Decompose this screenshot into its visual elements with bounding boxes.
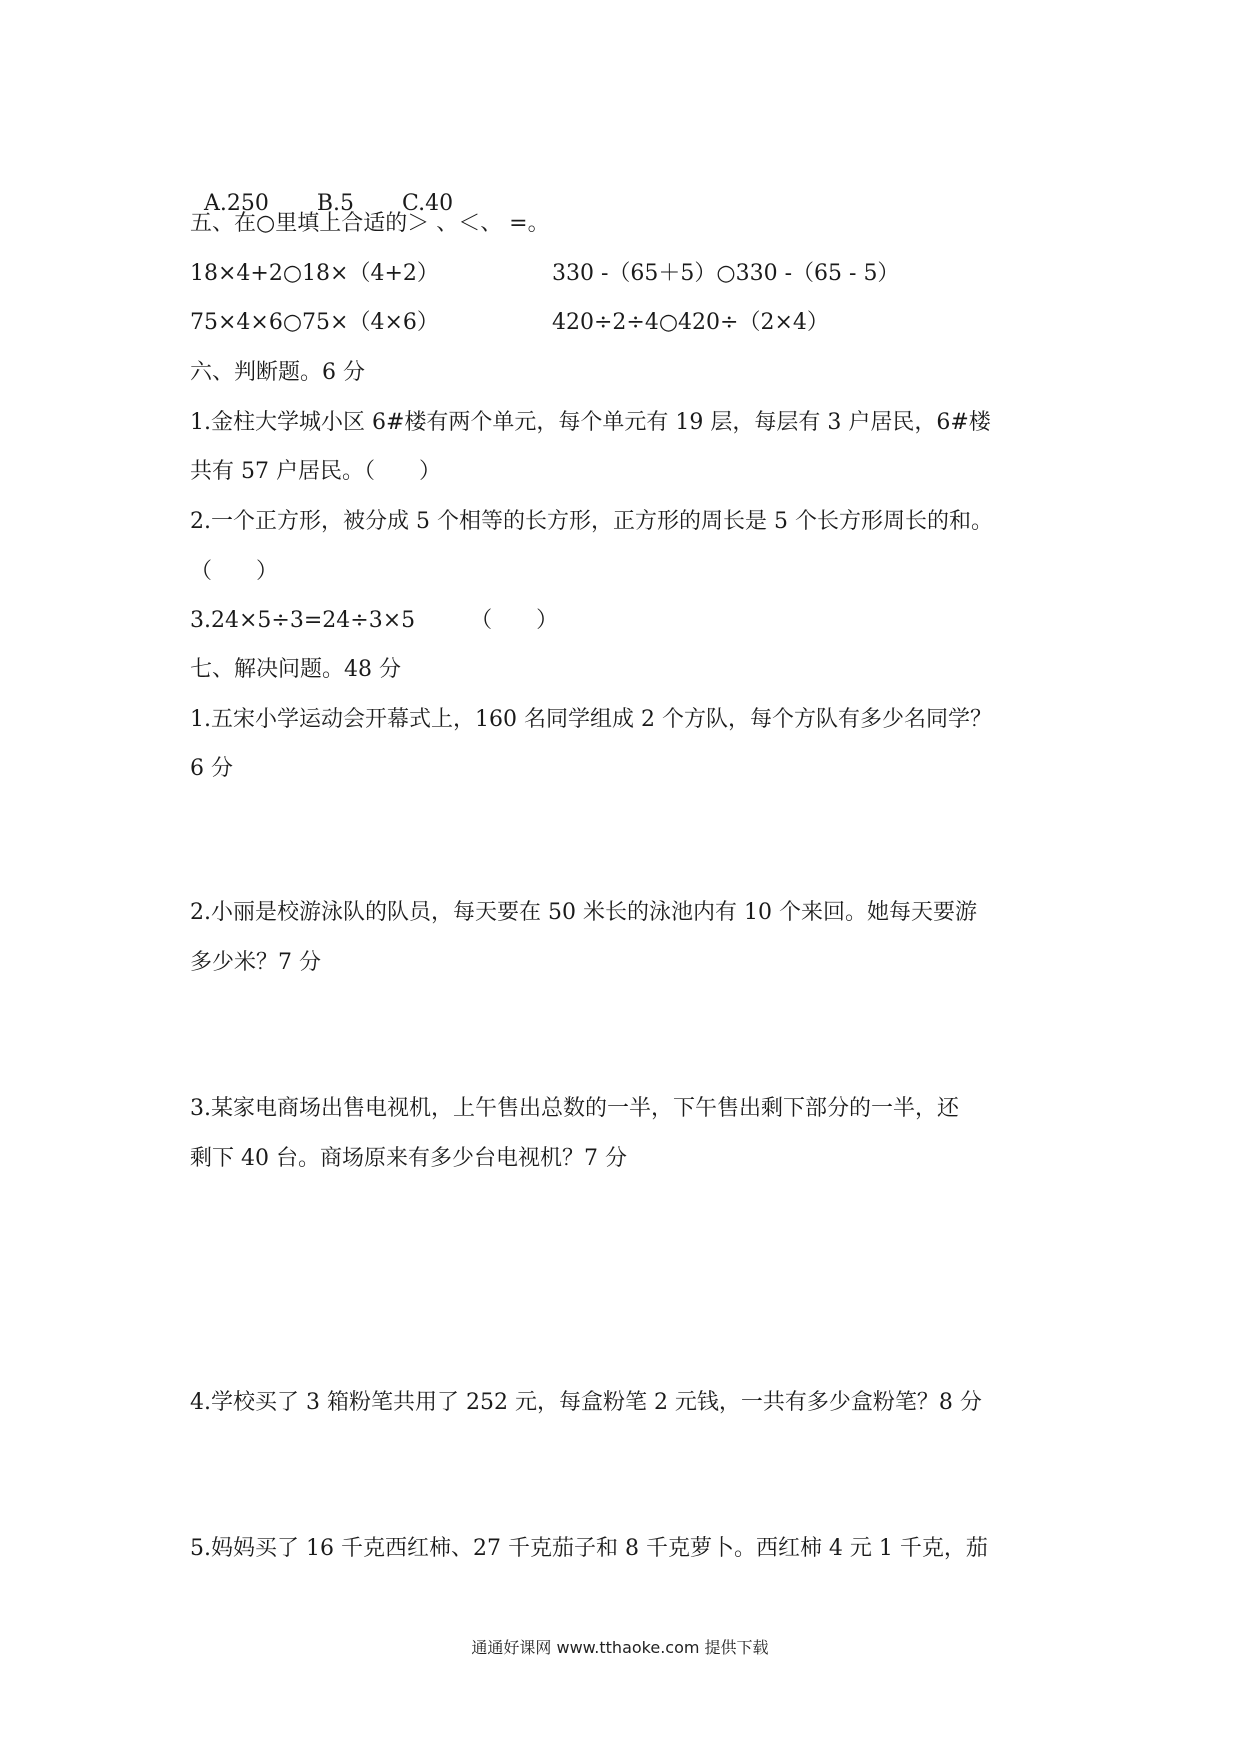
problem-q1-line1: 1.五宋小学运动会开幕式上，160 名同学组成 2 个方队，每个方队有多少名同学？ xyxy=(190,707,992,732)
section7-heading: 七、解决问题。48 分 xyxy=(190,657,401,682)
choice-b: B.5 xyxy=(316,191,355,216)
compare-row1-right: 330 -（65＋5）○330 -（65 - 5） xyxy=(552,261,900,286)
judge-q3: 3.24×5÷3=24÷3×5 （ ） xyxy=(190,608,559,633)
compare-row1-left: 18×4+2○18×（4+2） xyxy=(190,261,439,286)
problem-q2-line1: 2.小丽是校游泳队的队员，每天要在 50 米长的泳池内有 10 个来回。她每天要游 xyxy=(190,900,977,925)
page-footer: 通通好课网 www.tthaoke.com 提供下载 xyxy=(471,1638,769,1657)
choice-a: A.250 xyxy=(204,191,269,216)
problem-q5-line1: 5.妈妈买了 16 千克西红柿、27 千克茄子和 8 千克萝卜。西红柿 4 元 1 千克，茄 xyxy=(190,1536,988,1561)
problem-q4: 4.学校买了 3 箱粉笔共用了 252 元，每盒粉笔 2 元钱，一共有多少盒粉笔？8 分 xyxy=(190,1390,982,1415)
section6-heading: 六、判断题。6 分 xyxy=(190,360,365,385)
problem-q2-line2: 多少米？7 分 xyxy=(190,950,321,975)
section5-heading: 五、在○里填上合适的＞ 、＜、 =。 xyxy=(190,211,550,236)
problem-q3-line2: 剩下 40 台。商场原来有多少台电视机？7 分 xyxy=(190,1146,627,1171)
judge-q1-line1: 1.金柱大学城小区 6#楼有两个单元，每个单元有 19 层，每层有 3 户居民，6#楼 xyxy=(190,410,991,435)
compare-row2-right: 420÷2÷4○420÷（2×4） xyxy=(552,310,829,335)
problem-q3-line1: 3.某家电商场出售电视机，上午售出总数的一半，下午售出剩下部分的一半，还 xyxy=(190,1096,959,1121)
problem-q1-line2: 6 分 xyxy=(190,756,233,781)
judge-q1-line2: 共有 57 户居民。（ ） xyxy=(190,459,441,484)
judge-q2-line1: 2.一个正方形，被分成 5 个相等的长方形，正方形的周长是 5 个长方形周长的和。 xyxy=(190,509,993,534)
judge-q2-line2: （ ） xyxy=(190,559,279,584)
choice-c: C.40 xyxy=(402,191,454,216)
compare-row2-left: 75×4×6○75×（4×6） xyxy=(190,310,439,335)
